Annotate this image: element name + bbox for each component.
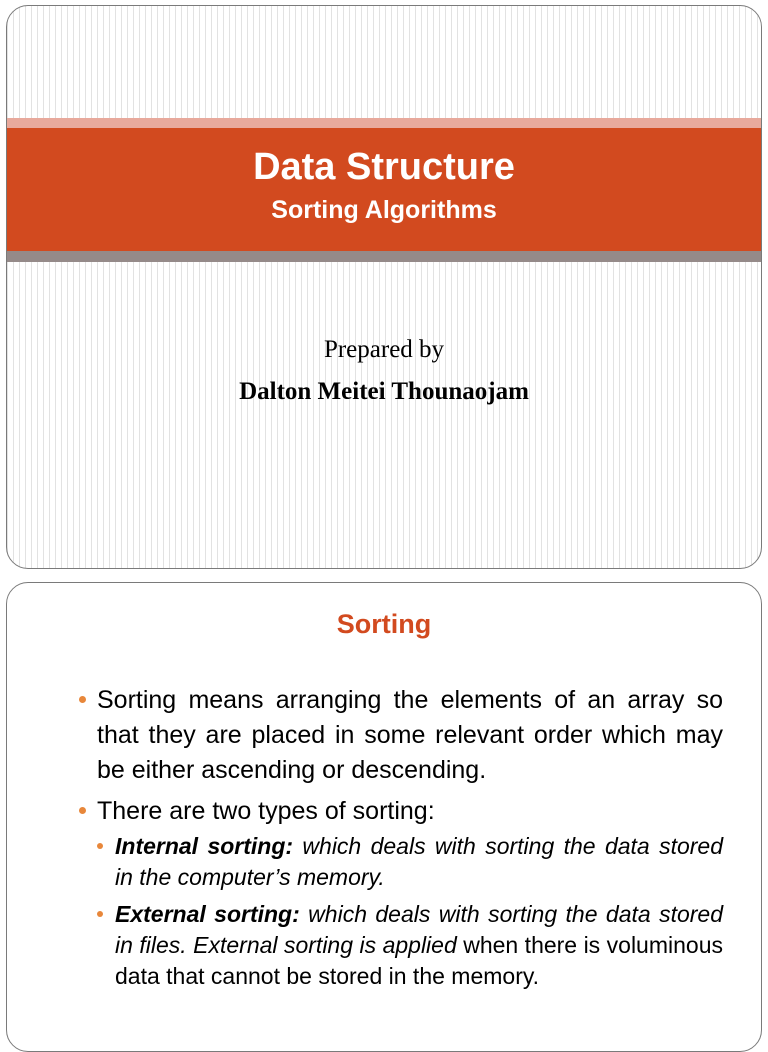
slide-title: Data Structure <box>253 146 515 188</box>
bullet-item <box>79 683 723 788</box>
sub-bullet-term: Internal sorting: <box>115 833 294 859</box>
bullet-text: There are two types of sorting: <box>97 797 435 825</box>
sorting-slide <box>6 582 762 1052</box>
slide-heading: Sorting <box>336 609 432 639</box>
prepared-by-label: Prepared by <box>323 336 445 363</box>
sub-bullet-desc-plain: when there is voluminous data that cannot be stored in the memory. <box>115 932 723 989</box>
bullet-item <box>79 794 723 992</box>
title-band-top-stripe <box>7 118 761 128</box>
sub-bullet-item <box>97 899 723 992</box>
bullet-list <box>79 683 723 998</box>
title-band-bottom-stripe <box>7 251 761 262</box>
slide-subtitle: Sorting Algorithms <box>271 196 497 224</box>
sub-bullet-desc: which deals with sorting the data stored in the computer’s memory. <box>115 833 723 890</box>
bullet-text: Sorting means arranging the elements of an array so that they are placed in some relevant order which may be either ascending or descending. <box>97 686 723 784</box>
author-name: Dalton Meitei Thounaojam <box>239 378 529 405</box>
sub-bullet-term: External sorting: <box>115 901 300 927</box>
sub-bullet-item <box>97 831 723 893</box>
title-slide <box>6 5 762 569</box>
sub-bullet-desc: which deals with sorting the data stored in files. External sorting is applied <box>115 901 723 958</box>
sub-bullet-list <box>97 831 723 992</box>
title-band <box>7 128 761 251</box>
